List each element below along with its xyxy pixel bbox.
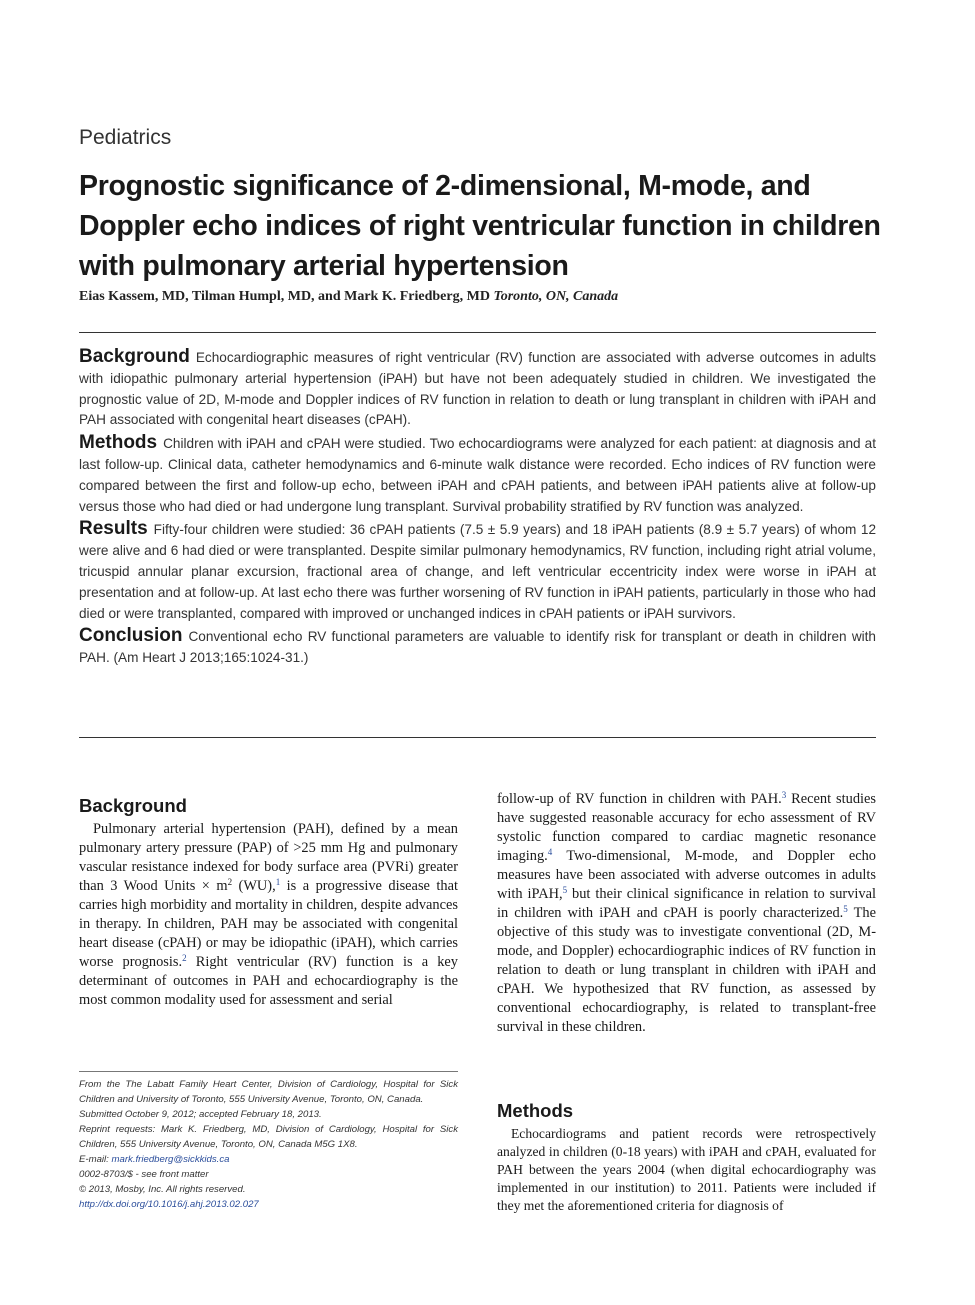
background-text-2: (WU), [232, 878, 276, 894]
footnote-submitted: Submitted October 9, 2012; accepted February 18, 2013. [79, 1109, 322, 1120]
author-location: Toronto, ON, Canada [493, 289, 619, 304]
abstract-bottom-rule [79, 737, 876, 738]
background-text-4: Right ventricular (RV) function is a key determinant of outcomes in PAH and echocardiography is the most common modality used for assessment and serial [79, 954, 459, 1008]
footnote-issn: 0002-8703/$ - see front matter [79, 1169, 209, 1180]
background-text-1: Pulmonary arterial hypertension (PAH), defined by a mean pulmonary artery pressure (PAP) of >25 mm Hg and pulmonary vascular resistance indexed for body surface area (PVRi) greater than 3 Wood Units × m [79, 821, 458, 894]
citation-link-1[interactable]: 1 [275, 877, 281, 887]
footnote-copyright: © 2013, Mosby, Inc. All rights reserved. [79, 1184, 246, 1195]
background-heading: Background [79, 795, 187, 816]
email-link[interactable]: mark.friedberg@sickkids.ca [111, 1154, 230, 1165]
abstract-results-text: Fifty-four children were studied: 36 cPAH patients (7.5 ± 5.9 years) and 18 iPAH patients (8.9 ± 5.7 years) of whom 12 were alive and 6 had died or were transplanted. Despite similar pulmonary hemodynamics, RV function, including right atrial volume, tricuspid annular planar excursion, fractional area of change, and left ventricular eccentricity index were worse in iPAH at presentation and at follow-up. At last echo there was further worsening of RV function in iPAH patients, particularly in those who had died or were transplanted, compared with improved or unchanged indices in cPAH patients or iPAH survivors. [79, 522, 876, 621]
citation-link-2[interactable]: 2 [182, 953, 187, 963]
continuation-text-2: Recent studies have suggested reasonable accuracy for echo assessment of RV systolic function compared to cardiac magnetic resonance imaging. [497, 791, 877, 864]
section-tag: Pediatrics [79, 126, 172, 149]
abstract-conclusion-text: Conventional echo RV functional parameters are valuable to identify risk for transplant or death in children with PAH. (Am Heart J 2013;165:1024-31.) [79, 629, 876, 666]
methods-heading: Methods [497, 1100, 574, 1121]
abstract-background-heading: Background [79, 346, 190, 367]
citation-link-5a[interactable]: 5 [562, 885, 568, 895]
background-continuation [497, 790, 876, 1037]
background-text-3: is a progressive disease that carries high morbidity and mortality in children, despite advances in therapy. In children, PAH may be associated with congenital heart disease (cPAH) or may be idiopathic (iPAH), which carries worse prognosis. [79, 878, 458, 970]
methods-paragraph: Echocardiograms and patient records were retrospectively analyzed in children (0-18 years) with iPAH and cPAH, evaluated for PAH between the years 2004 (when digital echocardiography was implemented in our institution) to 2011. Patients were included if they met the aforementioned criteria for diagnosis of [497, 1126, 876, 1213]
abstract-methods-heading: Methods [79, 432, 158, 454]
abstract-conclusion [79, 626, 876, 669]
email-label: E-mail: [79, 1154, 112, 1165]
right-column [497, 790, 876, 1037]
footnote-email [79, 1152, 458, 1167]
citation-link-3[interactable]: 3 [781, 790, 787, 800]
footnote-affiliation: From the The Labatt Family Heart Center, Division of Cardiology, Hospital for Sick Children and University of Toronto, 555 University Avenue, Toronto, ON, Canada. [79, 1079, 458, 1105]
abstract [79, 347, 876, 671]
citation-link-5b[interactable]: 5 [843, 904, 848, 914]
article-title: Prognostic significance of 2-dimensional, M-mode, and Doppler echo indices of right ventricular function in children with pulmonary arterial hypertension [79, 170, 881, 282]
citation-link-4[interactable]: 4 [547, 847, 553, 857]
abstract-results [79, 519, 876, 624]
abstract-top-rule [79, 332, 876, 333]
superscript: 2 [227, 877, 233, 887]
footnotes [79, 1077, 458, 1212]
footnote-rule [79, 1071, 458, 1072]
abstract-results-heading: Results [79, 518, 148, 540]
doi-link[interactable]: http://dx.doi.org/10.1016/j.ahj.2013.02.027 [79, 1199, 259, 1210]
authors: Eias Kassem, MD, Tilman Humpl, MD, and Mark K. Friedberg, MD [79, 289, 490, 304]
methods-section [497, 1099, 876, 1215]
continuation-text-3: Two-dimensional, M-mode, and Doppler echo measures have been associated with adverse outcomes in adults with iPAH, [497, 848, 876, 902]
continuation-text-5: The objective of this study was to investigate conventional (2D, M-mode, and Doppler) echocardiographic indices of RV function in relation to death or lung transplant in children with iPAH and cPAH. We hypothesized that RV function, as assessed by conventional echocardiography, is related to transplant-free survival in these children. [497, 905, 876, 1035]
abstract-methods-text: Children with iPAH and cPAH were studied. Two echocardiograms were analyzed for each patient: at diagnosis and at last follow-up. Clinical data, catheter hemodynamics and 6-minute walk distance were recorded. Echo indices of RV function were compared between the first and follow-up echo, between iPAH and cPAH patients, and between iPAH patients alive at follow-up versus those who had died or had undergone lung transplant. Survival probability stratified by RV function was analyzed. [79, 436, 876, 514]
background-paragraph [79, 820, 458, 1010]
continuation-text-1: follow-up of RV function in children with PAH. [497, 791, 782, 807]
abstract-background [79, 347, 876, 431]
abstract-conclusion-heading: Conclusion [79, 625, 183, 647]
abstract-background-text: Echocardiographic measures of right ventricular (RV) function are associated with adverse outcomes in adults with idiopathic pulmonary arterial hypertension (iPAH) but have not been adequately studied in children. We investigated the prognostic value of 2D, M-mode and Doppler indices of RV function in relation to death or lung transplant in children with iPAH and PAH associated with congenital heart diseases (cPAH). [79, 350, 876, 428]
abstract-methods [79, 433, 876, 517]
continuation-text-4: but their clinical significance in relation to survival in children with iPAH and cPAH is poorly characterized. [497, 886, 876, 921]
author-line [79, 289, 618, 305]
footnote-reprint: Reprint requests: Mark K. Friedberg, MD, Division of Cardiology, Hospital for Sick Children, 555 University Avenue, Toronto, ON, Canada M5G 1X8. [79, 1124, 458, 1150]
left-column [79, 794, 458, 1010]
